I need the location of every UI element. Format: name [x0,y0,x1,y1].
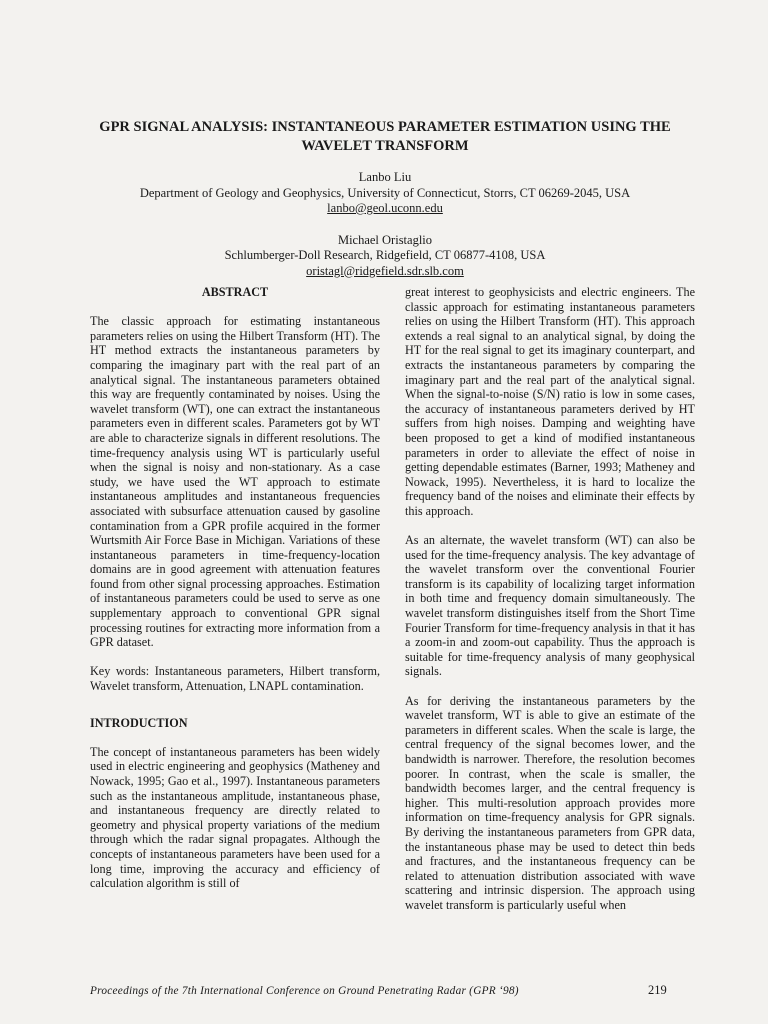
keywords: Key words: Instantaneous parameters, Hilbert transform, Wavelet transform, Attenuation, LNAPL contamination. [90,664,380,694]
proceedings-footer: Proceedings of the 7th International Conference on Ground Penetrating Radar (GPR ‘98) [90,985,519,997]
abstract-body: The classic approach for estimating instantaneous parameters relies on using the Hilbert Transform (HT). The HT method extracts the instantaneous parameters by comparing the imaginary part with the real part of an analytical signal. The instantaneous parameters obtained this way are frequently contaminated by noises. Using the wavelet transform (WT), one can extract the instantaneous parameters even in different scales. Parameters got by WT are able to characterize signals in different resolutions. The time-frequency analysis using WT is particularly useful when the signal is noisy and non-stationary. As a case study, we have used the WT approach to estimate instantaneous amplitudes and instantaneous frequencies associated with subsurface attenuation caused by gasoline contamination from a GPR profile acquired in the former Wurtsmith Air Force Base in Michigan. Variations of these instantaneous parameters in time-frequency-location domains are in good agreement with attenuation features found from other signal processing approaches. Estimation of instantaneous parameters could be used to serve as one supplementary approach to conventional GPR signal processing routines for extracting more information from a GPR dataset. [90,314,380,650]
paper-title [80,118,690,156]
right-column [405,285,695,913]
introduction-heading: INTRODUCTION [90,715,188,730]
author-name: Lanbo Liu [358,170,412,184]
author-email[interactable]: oristagl@ridgefield.sdr.slb.com [306,263,464,278]
abstract-heading: ABSTRACT [201,285,269,299]
title-line-1: GPR SIGNAL ANALYSIS: INSTANTANEOUS PARAMETER ESTIMATION USING THE [99,119,671,135]
intro-paragraph-1-part-1: The concept of instantaneous parameters has been widely used in electric engineering and geophysics (Matheney and Nowack, 1995; Gao et al., 1997). Instantaneous parameters such as the instantaneous amplitude, instantaneous phase, and instantaneous frequency are directly related to geometry and physical property variations of the medium through which the radar signal propagates. Although the concepts of instantaneous parameters have been used for a long time, improving the accuracy and efficiency of calculation algorithm is still of [90,744,380,891]
author-block [80,170,690,279]
author-affiliation: Schlumberger-Doll Research, Ridgefield, CT 06877-4108, USA [224,248,546,262]
left-column [90,285,380,891]
intro-paragraph-3: As for deriving the instantaneous parameters by the wavelet transform, WT is able to give an estimate of the parameters in different scales. When the scale is large, the central frequency of the signal becomes lower, and the bandwidth is narrower. Therefore, the resolution becomes poorer. In contrast, when the scale is smaller, the bandwidth becomes larger, and the central frequency is higher. This multi-resolution approach provides more information on time-frequency analysis for GPR signals. By deriving the instantaneous parameters from GPR data, the instantaneous phase may be used to detect thin beds and fractures, and the instantaneous frequency can be related to attenuation distribution associated with wave scattering and intrinsic dispersion. The approach using wavelet transform is particularly useful when [405,693,695,912]
author-name: Michael Oristaglio [337,232,433,247]
page-number: 219 [648,983,667,997]
intro-paragraph-1-part-2: great interest to geophysicists and electric engineers. The classic approach for estimating instantaneous parameters relies on using the Hilbert Transform (HT). This approach extends a real signal to an analytical signal, by doing the HT for the real signal to get its imaginary counterpart, and extracts the instantaneous parameters by comparing the imaginary part and the real part of the analytical signal. When the signal-to-noise (S/N) ratio is low in some cases, the accuracy of instantaneous parameters derived by HT suffers from high noises. Damping and weighting have been proposed to get a kind of modified instantaneous parameters in order to alleviate the effect of noise in getting dependable estimates (Barner, 1993; Matheney and Nowack, 1995). Nevertheless, it is hard to localize the frequency band of the noises and eliminate their effects by this approach. [405,285,695,518]
author-email[interactable]: lanbo@geol.uconn.edu [327,201,443,215]
author-affiliation: Department of Geology and Geophysics, University of Connecticut, Storrs, CT 06269-2045, USA [139,185,631,200]
title-line-2: WAVELET TRANSFORM [301,138,469,154]
intro-paragraph-2: As an alternate, the wavelet transform (WT) can also be used for the time-frequency analysis. The key advantage of the wavelet transform over the conventional Fourier transform is its capability of localizing target information in both time and frequency domain simultaneously. The wavelet transform distinguishes itself from the Short Time Fourier Transform for time-frequency analysis in that it has a zoom-in and zoom-out capability. Thus the approach is suitable for time-frequency analysis of many geophysical signals. [405,533,695,679]
